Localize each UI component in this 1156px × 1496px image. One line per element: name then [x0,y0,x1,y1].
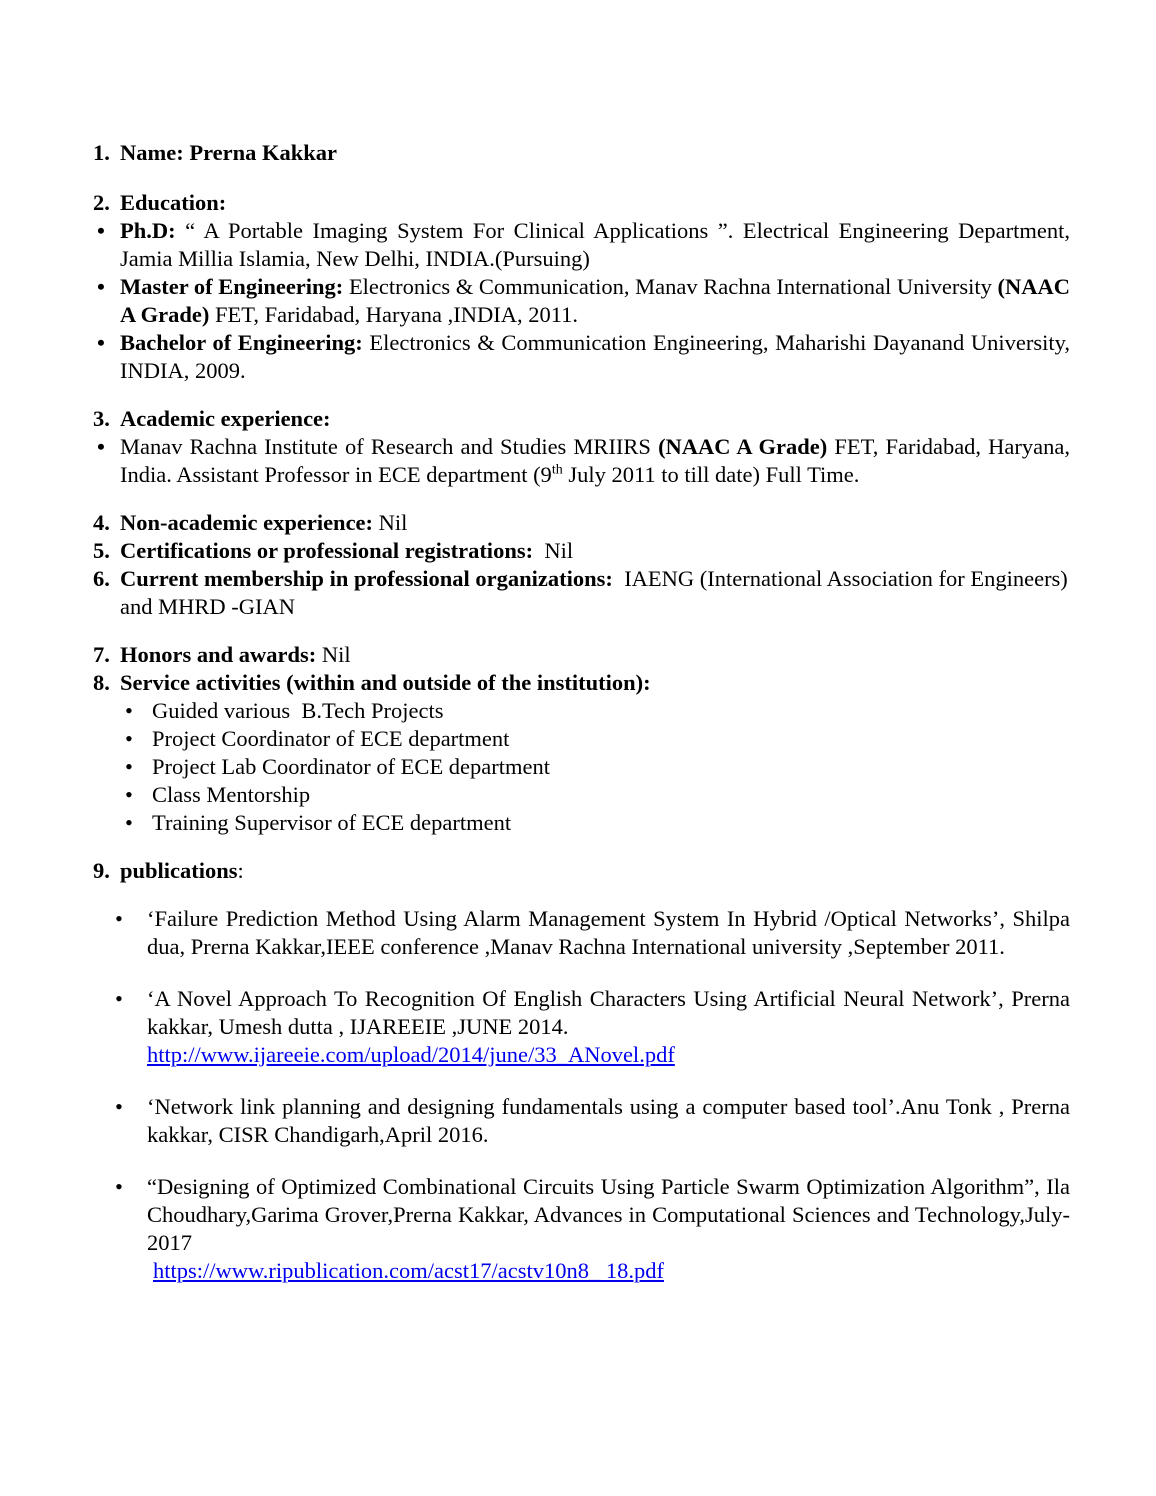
academic-grade: (NAAC A Grade) [658,434,828,459]
publication-item [93,1173,1070,1285]
item-number: 5. [93,538,110,563]
bullet-icon: • [125,698,133,723]
bullet-icon: • [115,1174,123,1199]
item-academic-heading [93,405,1070,433]
publication-body [147,1093,1070,1149]
publication-text: “Designing of Optimized Combinational Circuits Using Particle Swarm Optimization Algorithm”, Ila Choudhary,Garima Grover,Prerna Kakkar, Advances in Computational Sciences and Technology,July-2017 [147,1174,1070,1255]
publications-colon: : [237,858,244,883]
item-certifications [93,537,1070,565]
membership-text [120,565,1074,621]
item-number: 8. [93,670,110,695]
certifications-text [120,537,1070,565]
academic-pre: Manav Rachna Institute of Research and Studies MRIIRS [120,434,659,459]
bullet-icon: • [115,906,123,931]
academic-text [120,433,1070,489]
publication-text: ‘A Novel Approach To Recognition Of English Characters Using Artificial Neural Network’, Prerna kakkar, Umesh dutta , IJAREEIE ,JUNE 2014. [147,986,1070,1039]
bachelors-lead: Bachelor of Engineering: [120,330,363,355]
academic-heading: Academic experience: [120,406,331,431]
non-academic-text [120,509,1070,537]
academic-entry [93,433,1070,489]
item-non-academic [93,509,1070,537]
certifications-value: Nil [533,538,574,563]
honors-label: Honors and awards: [120,642,317,667]
publication-text: ‘Network link planning and designing fundamentals using a computer based tool’.Anu Tonk , Prerna kakkar, CISR Chandigarh,April 2016. [147,1094,1070,1147]
item-number: 7. [93,642,110,667]
non-academic-label: Non-academic experience: [120,510,374,535]
publication-item [93,905,1070,961]
publications-heading: publications [120,858,238,883]
service-item-text: Guided various B.Tech Projects [152,698,444,723]
bullet-icon: • [97,274,105,299]
ordinal-superscript: th [551,462,563,478]
publication-item [93,1093,1070,1149]
masters-rest: FET, Faridabad, Haryana ,INDIA, 2011. [209,302,579,327]
item-number: 4. [93,510,110,535]
publication-text: ‘Failure Prediction Method Using Alarm Management System In Hybrid /Optical Networks’, Shilpa dua, Prerna Kakkar,IEEE conference ,Manav Rachna International university ,September 2011. [147,906,1070,959]
education-heading: Education: [120,190,227,215]
bachelors-text [120,329,1070,385]
phd-rest: “ A Portable Imaging System For Clinical Applications ”. Electrical Engineering Department, Jamia Millia Islamia, New Delhi, INDIA.(Pursuing) [120,218,1070,271]
masters-text [120,273,1070,329]
item-number: 1. [93,140,110,165]
bullet-icon: • [125,782,133,807]
item-number: 3. [93,406,110,431]
publications-heading-text [120,857,1070,885]
bullet-icon: • [125,754,133,779]
masters-grade: (NAAC A Grade) [120,274,1071,327]
bullet-icon: • [97,330,105,355]
education-bachelors [93,329,1070,385]
honors-value: Nil [316,642,351,667]
academic-mid: FET, Faridabad, Haryana, India. Assistant Professor in ECE department (9 [120,434,1070,487]
publication-link[interactable]: http://www.ijareeie.com/upload/2014/june/33_ANovel.pdf [147,1042,675,1067]
item-membership [93,565,1074,621]
bullet-icon: • [125,726,133,751]
phd-text [120,217,1070,273]
service-item [93,725,1070,753]
service-item [93,753,1070,781]
bullet-icon: • [97,218,105,243]
masters-lead: Master of Engineering: [120,274,344,299]
service-item [93,781,1070,809]
certifications-label: Certifications or professional registrations: [120,538,534,563]
service-item [93,697,1070,725]
publication-body [147,1173,1070,1285]
academic-post: July 2011 to till date) Full Time. [562,462,860,487]
membership-label: Current membership in professional organizations: [120,566,613,591]
service-heading: Service activities (within and outside of the institution): [120,670,651,695]
item-number: 2. [93,190,110,215]
publication-link[interactable]: https://www.ripublication.com/acst17/acstv10n8_ 18.pdf [153,1258,664,1283]
item-education-heading [93,189,1070,217]
service-item [93,809,1070,837]
honors-text [120,641,1070,669]
name-text: Name: Prerna Kakkar [120,140,338,165]
publication-item [93,985,1070,1069]
item-publications-heading [93,857,1070,885]
membership-value: IAENG (International Association for Engineers) and MHRD -GIAN [120,566,1074,619]
bullet-icon: • [97,434,105,459]
bachelors-rest: Electronics & Communication Engineering, Maharishi Dayanand University, INDIA, 2009. [120,330,1070,383]
phd-lead: Ph.D: [120,218,176,243]
publication-body [147,905,1070,961]
service-item-text: Project Lab Coordinator of ECE department [152,754,551,779]
service-item-text: Training Supervisor of ECE department [152,810,512,835]
service-item-text: Class Mentorship [152,782,311,807]
bullet-icon: • [115,986,123,1011]
item-number: 6. [93,566,110,591]
non-academic-value: Nil [373,510,408,535]
service-item-text: Project Coordinator of ECE department [152,726,510,751]
item-number: 9. [93,858,110,883]
masters-mid: Electronics & Communication, Manav Rachna International University [343,274,998,299]
item-service-heading [93,669,1070,697]
item-honors [93,641,1070,669]
education-masters [93,273,1070,329]
bullet-icon: • [125,810,133,835]
education-phd [93,217,1070,273]
item-name [93,139,1070,167]
bullet-icon: • [115,1094,123,1119]
publication-body [147,985,1070,1069]
